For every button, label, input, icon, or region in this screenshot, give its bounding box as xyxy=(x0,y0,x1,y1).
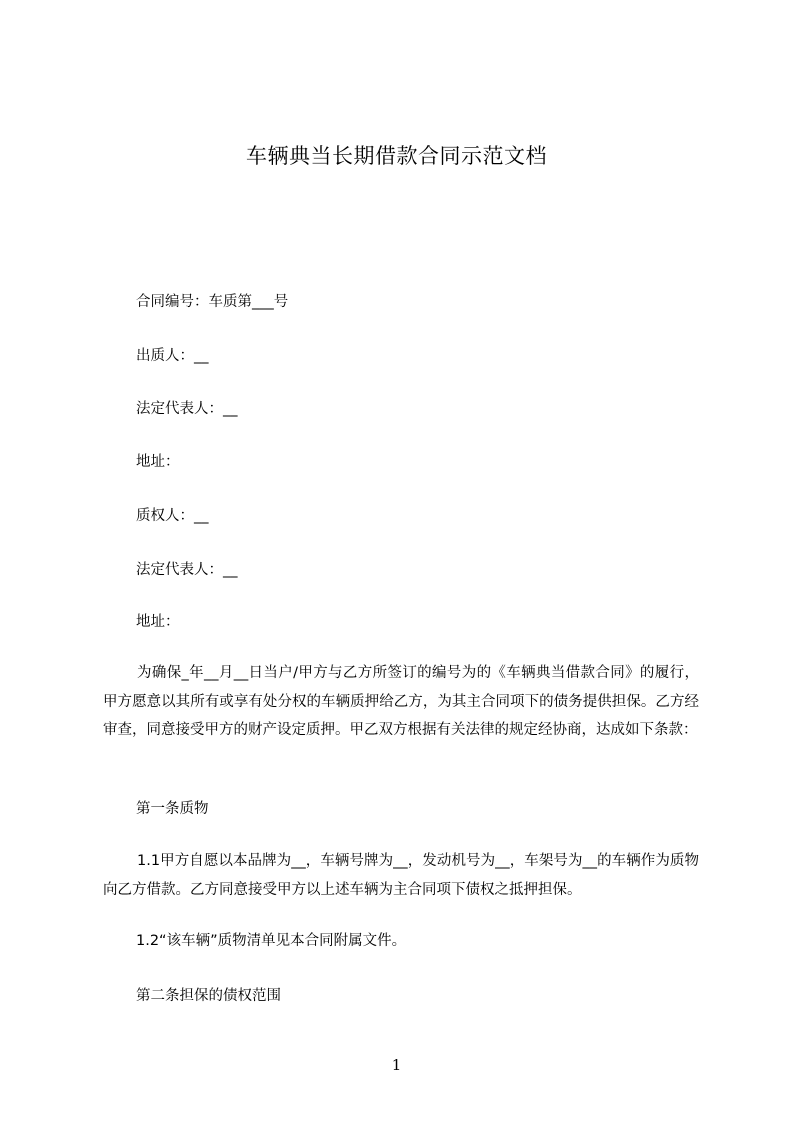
intro-paragraph: 为确保_年__月__日当户/甲方与乙方所签订的编号为的《车辆典当借款合同》的履行，甲方愿意以其所有或享有处分权的车辆质押给乙方，为其主合同项下的债务提供担保。乙方经审查，同意接受甲方的财产设定质押。甲乙双方根据有关法律的规定经协商，达成如下条款： xyxy=(103,665,699,738)
article-1-heading: 第一条质物 xyxy=(136,801,209,817)
document-title: 车辆典当长期借款合同示范文档 xyxy=(246,144,547,168)
pledgor-field: 出质人：__ xyxy=(136,348,209,364)
pledgor-address-field: 地址： xyxy=(136,454,180,470)
page-number: 1 xyxy=(391,1056,402,1074)
contract-number: 合同编号：车质第___号 xyxy=(136,294,289,310)
pledgor-legal-rep-field: 法定代表人：__ xyxy=(136,401,238,417)
pledgee-address-field: 地址： xyxy=(136,614,180,630)
pledgee-field: 质权人：__ xyxy=(136,508,209,524)
article-2-heading: 第二条担保的债权范围 xyxy=(136,988,281,1004)
pledgee-legal-rep-field: 法定代表人：__ xyxy=(136,562,238,578)
clause-1-1-paragraph: 1.1甲方自愿以本品牌为__，车辆号牌为__，发动机号为__，车架号为__的车辆作为质物向乙方借款。乙方同意接受甲方以上述车辆为主合同项下债权之抵押担保。 xyxy=(103,853,699,898)
clause-1-2-paragraph: 1.2“该车辆”质物清单见本合同附属文件。 xyxy=(136,933,407,949)
